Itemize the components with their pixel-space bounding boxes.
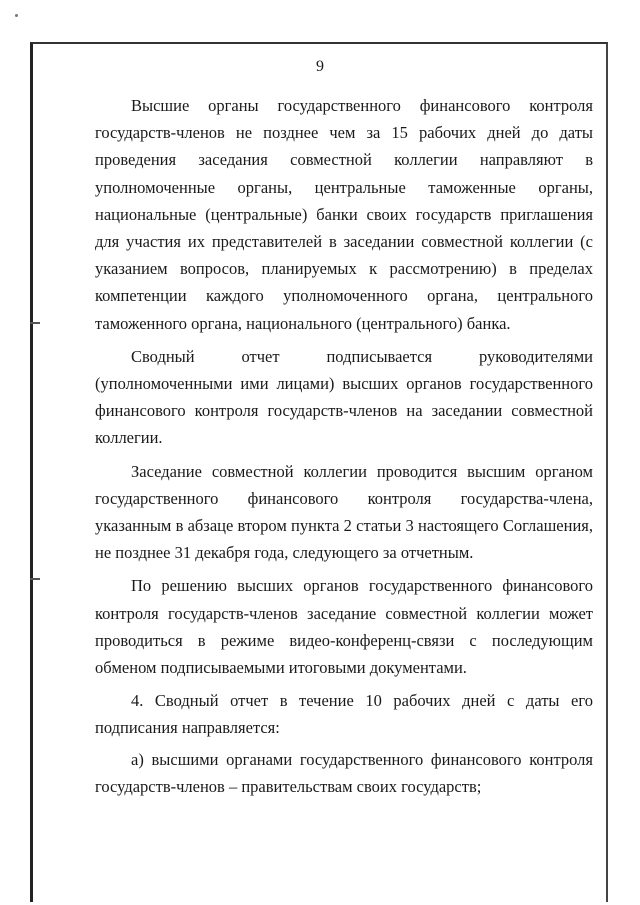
scan-edge-mark [30, 578, 40, 580]
document-body [95, 92, 593, 806]
paragraph-item-4a: а) высшими органами государственного финансового контроля государств-членов – правительствам своих государств; [95, 749, 593, 796]
scan-speck [15, 14, 18, 17]
paragraph-report-signing: Сводный отчет подписывается руководителями (уполномоченными ими лицами) высших органов государственного финансового контроля государств-членов на заседании совместной коллегии. [95, 346, 593, 448]
scan-edge-mark [30, 322, 40, 324]
page-number: 9 [316, 58, 324, 75]
paragraph-videoconference: По решению высших органов государственного финансового контроля государств-членов заседание совместной коллегии может проводиться в режиме видео-конференц-связи с последующим обменом подписываемыми итоговыми документами. [95, 576, 593, 678]
paragraph-item-4: 4. Сводный отчет в течение 10 рабочих дней с даты его подписания направляется: [95, 691, 593, 738]
paragraph-invitations: Высшие органы государственного финансового контроля государств-членов не позднее чем за 15 рабочих дней до даты проведения заседания совместной коллегии направляют в уполномоченные органы, центральные таможенные органы, национальные (центральные) банки своих государств приглашения для участия их представителей в заседании совместной коллегии (с указанием вопросов, планируемых к рассмотрению) в пределах компетенции каждого уполномоченного органа, центрального таможенного органа, национального (центрального) банка. [95, 96, 593, 333]
paragraph-meeting-deadline: Заседание совместной коллегии проводится высшим органом государственного финансового контроля государства-члена, указанным в абзаце втором пункта 2 статьи 3 настоящего Соглашения, не позднее 31 декабря года, следующего за отчетным. [95, 461, 593, 563]
